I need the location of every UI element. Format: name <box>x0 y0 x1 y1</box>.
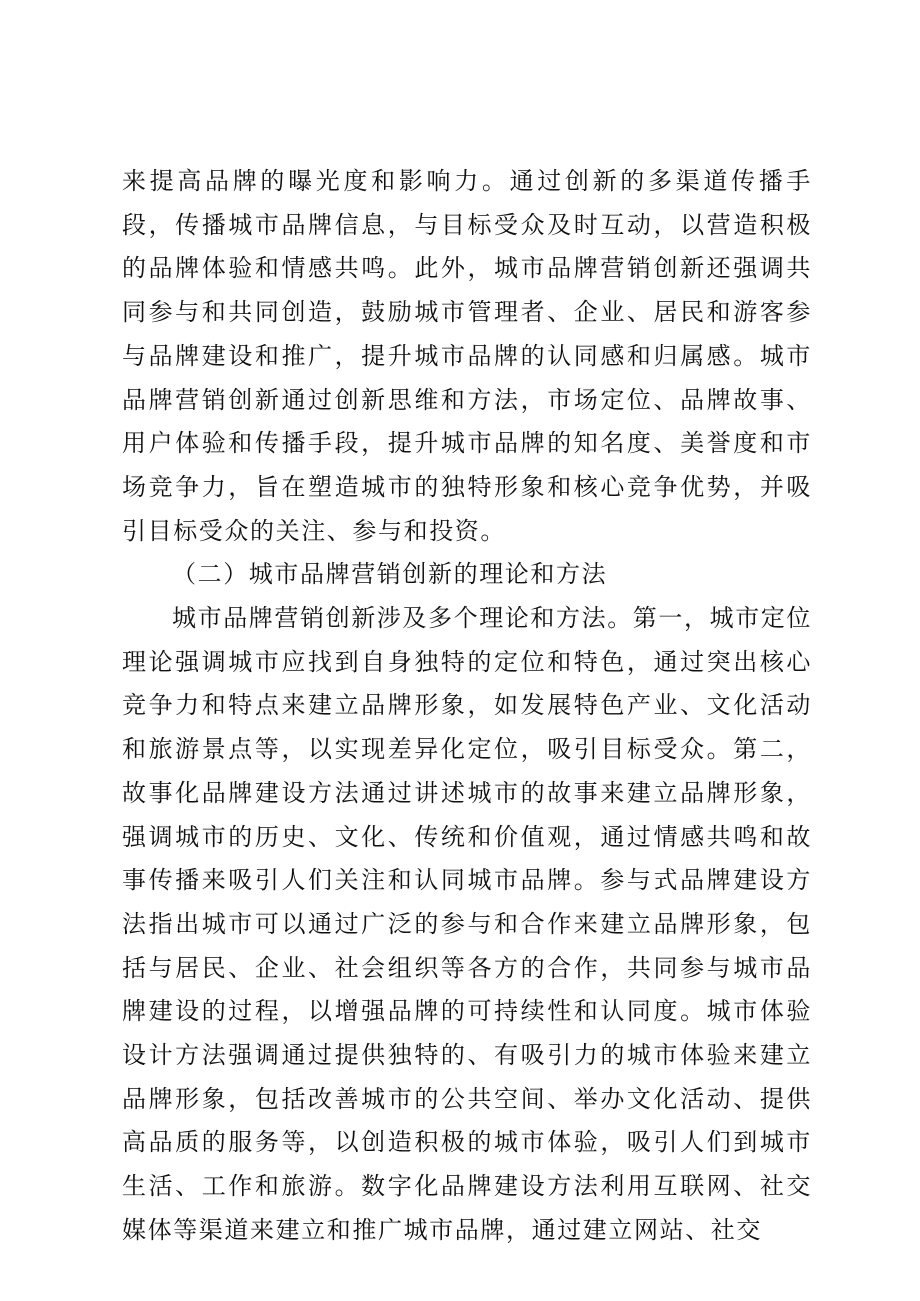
document-body <box>122 160 812 1253</box>
body-paragraph: 城市品牌营销创新涉及多个理论和方法。第一，城市定位理论强调城市应找到自身独特的定位和特色，通过突出核心竞争力和特点来建立品牌形象，如发展特色产业、文化活动和旅游景点等，以实现差异化定位，吸引目标受众。第二，故事化品牌建设方法通过讲述城市的故事来建立品牌形象，强调城市的历史、文化、传统和价值观，通过情感共鸣和故事传播来吸引人们关注和认同城市品牌。参与式品牌建设方法指出城市可以通过广泛的参与和合作来建立品牌形象，包括与居民、企业、社会组织等各方的合作，共同参与城市品牌建设的过程，以增强品牌的可持续性和认同度。城市体验设计方法强调通过提供独特的、有吸引力的城市体验来建立品牌形象，包括改善城市的公共空间、举办文化活动、提供高品质的服务等，以创造积极的城市体验，吸引人们到城市生活、工作和旅游。数字化品牌建设方法利用互联网、社交媒体等渠道来建立和推广城市品牌，通过建立网站、社交 <box>122 604 812 1244</box>
continuation-paragraph: 来提高品牌的曝光度和影响力。通过创新的多渠道传播手段，传播城市品牌信息，与目标受众及时互动，以营造积极的品牌体验和情感共鸣。此外，城市品牌营销创新还强调共同参与和共同创造，鼓励城市管理者、企业、居民和游客参与品牌建设和推广，提升城市品牌的认同感和归属感。城市品牌营销创新通过创新思维和方法，市场定位、品牌故事、用户体验和传播手段，提升城市品牌的知名度、美誉度和市场竞争力，旨在塑造城市的独特形象和核心竞争优势，并吸引目标受众的关注、参与和投资。 <box>122 167 812 545</box>
section-heading: （二）城市品牌营销创新的理论和方法 <box>172 560 608 589</box>
